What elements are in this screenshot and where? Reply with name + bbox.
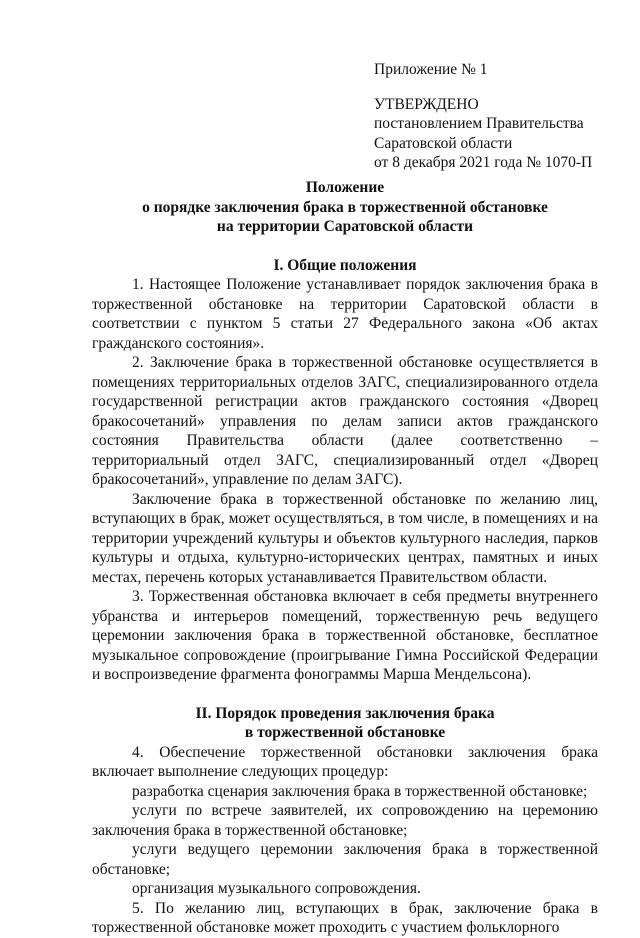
list-item: организация музыкального сопровождения. <box>132 880 421 897</box>
section-heading <box>92 704 598 743</box>
paragraph: 3. Торжественная обстановка включает в себя предметы внутреннего убранства и интерьеров помещений, торжественную речь ведущего церемонии заключения брака в торжественной обстановке, бесплатное музыкальное сопровождение (проигрывание Гимна Российской Федерации и воспроизведение фрагмента фонограммы Марша Мендельсона). <box>92 588 598 683</box>
paragraph: 2. Заключение брака в торжественной обстановке осуществляется в помещениях территориальных отделов ЗАГС, специализированного отдела государственной регистрации актов гражданского состояния «Дворец бракосочетаний» управления по делам записи актов гражданского состояния Правительства области (далее соответственно – территориальный отдел ЗАГС, специализированный отдел «Дворец бракосочетаний», управление по делам ЗАГС). <box>92 354 598 488</box>
section-heading-line: в торжественной обстановке <box>244 724 446 741</box>
list-item: разработка сценария заключения брака в торжественной обстановке; <box>132 782 588 800</box>
approval-date-line: от 8 декабря 2021 года № 1070-П <box>374 154 593 171</box>
paragraph: 1. Настоящее Положение устанавливает порядок заключения брака в торжественной обстановке на территории Саратовской области в соответствии с пунктом 5 статьи 27 Федерального закона «Об актах гражданского состояния». <box>92 276 598 352</box>
approved-stamp-text: УТВЕРЖДЕНО <box>374 95 479 113</box>
approval-line: Саратовской области <box>374 134 513 152</box>
paragraph: 5. По желанию лиц, вступающих в брак, заключение брака в торжественной обстановке может проходить с участием фольклорного <box>92 899 598 936</box>
section-heading: I. Общие положения <box>273 256 417 274</box>
appendix-number: Приложение № 1 <box>374 61 488 78</box>
document-body <box>92 178 598 938</box>
paragraph: Заключение брака в торжественной обстановке по желанию лиц, вступающих в брак, может осуществляться, в том числе, в помещениях и на территории учреждений культуры и объектов культурного наследия, парков культуры и отдыха, культурно-исторических центрах, памятных и иных местах, перечень которых устанавливается Правительством области. <box>92 490 598 586</box>
document-title <box>92 178 598 237</box>
title-line: на территории Саратовской области <box>216 218 474 235</box>
title-line: о порядке заключения брака в торжественной обстановке <box>142 198 548 216</box>
list-item: услуги по встрече заявителей, их сопровождению на церемонию заключения брака в торжественной обстановке; <box>92 802 598 839</box>
title-line: Положение <box>305 179 385 196</box>
section-heading-line: II. Порядок проведения заключения брака <box>195 704 495 722</box>
list-item: услуги ведущего церемонии заключения брака в торжественной обстановке; <box>92 841 598 878</box>
approval-line: постановлением Правительства <box>374 115 584 132</box>
paragraph: 4. Обеспечение торжественной обстановки заключения брака включает выполнение следующих процедур: <box>92 743 598 780</box>
approval-block <box>374 60 624 173</box>
